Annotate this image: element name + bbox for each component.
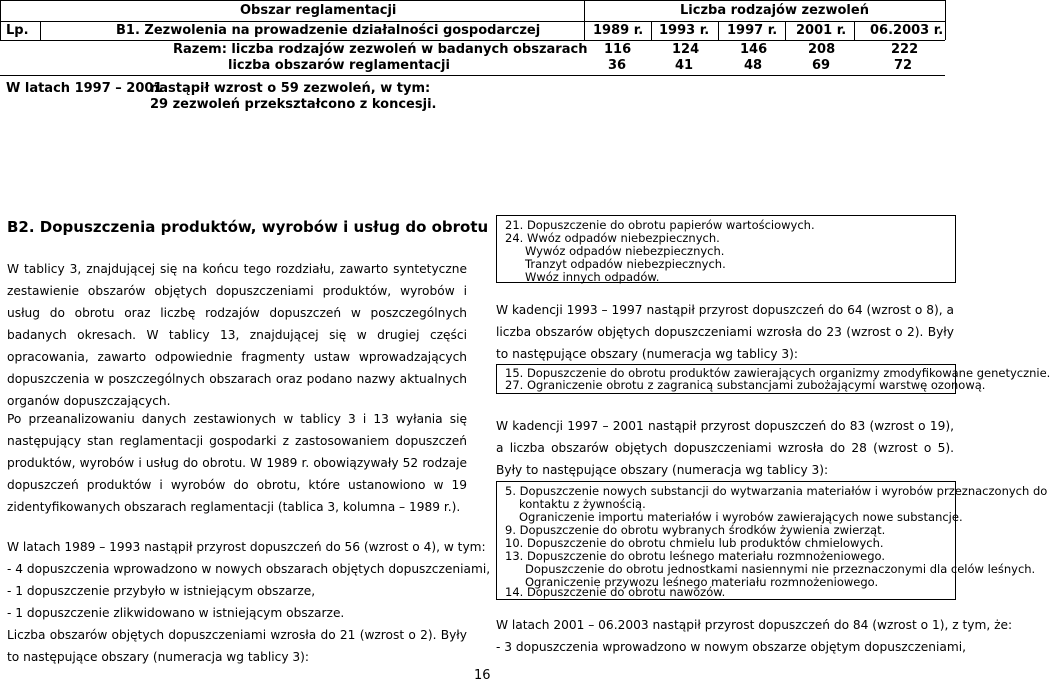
- sum-value: 124: [672, 42, 700, 57]
- note-line-2: 29 zezwoleń przekształcono z koncesji.: [150, 97, 437, 112]
- list-item: 14. Dopuszczenie do obrotu nawozów.: [505, 585, 726, 599]
- sum-value: 146: [740, 42, 768, 57]
- area-count: 69: [812, 58, 831, 73]
- list-item: Dopuszczenie do obrotu jednostkami nasiennymi nie przeznaczonymi dla celów leśnych.: [525, 562, 1036, 576]
- area-count: 36: [608, 58, 627, 73]
- list-item: 10. Dopuszczenie do obrotu chmielu lub produktów chmielowych.: [505, 536, 884, 550]
- col-section: B1. Zezwolenia na prowadzenie działalności gospodarczej: [116, 23, 541, 38]
- left-paragraph-4: Liczba obszarów objętych dopuszczeniami wzrosła do 21 (wzrost o 2). Były to następujące obszary (numeracja wg tablicy 3):: [7, 628, 467, 664]
- areas-box-1997: [496, 364, 1050, 394]
- right-paragraph-1: W kadencji 1993 – 1997 nastąpił przyrost dopuszczeń do 64 (wzrost o 8), a liczba obszarów objętych dopuszczeniami wzrosła do 23 (wzrost o 2). Były to następujące obszary (numeracja wg tablicy 3):: [496, 303, 954, 361]
- list-item: kontaktu z żywnością.: [519, 497, 646, 511]
- right-paragraph-3: W latach 2001 – 06.2003 nastąpił przyrost dopuszczeń do 84 (wzrost o 1), z tym, że:: [496, 618, 1013, 632]
- sum-value: 222: [891, 42, 919, 57]
- list-item: Wywóz odpadów niebezpiecznych.: [525, 244, 725, 258]
- list-item: 24. Wwóz odpadów niebezpiecznych.: [505, 231, 720, 245]
- list-item: Tranzyt odpadów niebezpiecznych.: [525, 257, 726, 271]
- col-year-1993: 1993 r.: [659, 23, 710, 38]
- left-paragraph-2: Po przeanalizowaniu danych zestawionych w tablicy 3 i 13 wyłania się następujący stan reglamentacji gospodarki z zastosowaniem dopuszczeń produktów, wyrobów i usług do obrotu. W 1989 r. obowiązywały 52 rodzaje dopuszczeń produktów i wyrobów do obrotu, które ustanowiono w 19 zidentyfikowanych obszarach reglamentacji (tablica 3, kolumna – 1989 r.).: [7, 412, 467, 514]
- left-paragraph-3: W latach 1989 – 1993 nastąpił przyrost dopuszczeń do 56 (wzrost o 4), w tym:: [7, 540, 486, 554]
- note-period: W latach 1997 – 2001: [6, 81, 163, 96]
- area-count: 72: [894, 58, 913, 73]
- list-item: 21. Dopuszczenie do obrotu papierów wartościowych.: [505, 218, 815, 232]
- list-item: - 3 dopuszczenia wprowadzono w nowym obszarze objętym dopuszczeniami,: [496, 640, 966, 654]
- left-paragraph-1: W tablicy 3, znajdującej się na końcu tego rozdziału, zawarto syntetyczne zestawienie obszarów objętych dopuszczeniami produktów, wyrobów i usług do obrotu oraz liczbę rodzajów dopuszczeń w poszczególnych badanych okresach. W tablicy 13, znajdującej się w drugiej części opracowania, zawarto odpowiednie fragmenty ustaw wprowadzających dopuszczenia w poszczególnych obszarach oraz podano nazwy aktualnych organów dopuszczających.: [7, 262, 467, 408]
- list-item: 5. Dopuszczenie nowych substancji do wytwarzania materiałów i wyrobów przeznaczonych do: [505, 484, 1048, 498]
- table-group-header: Obszar reglamentacji: [240, 3, 397, 18]
- list-item: Ograniczenie importu materiałów i wyrobów zawierających nowe substancje.: [519, 510, 963, 524]
- col-year-1989: 1989 r.: [593, 23, 644, 38]
- area-count: 41: [675, 58, 694, 73]
- sum-value: 208: [808, 42, 836, 57]
- list-item: 9. Dopuszczenie do obrotu wybranych środków żywienia zwierząt.: [505, 523, 886, 537]
- sum-label-2: liczba obszarów reglamentacji: [228, 58, 450, 73]
- areas-box-1993: [496, 215, 956, 283]
- list-item: 13. Dopuszczenie do obrotu leśnego materiału rozmnożeniowego.: [505, 549, 885, 563]
- areas-box-2001: [496, 481, 1048, 600]
- right-paragraph-2: W kadencji 1997 – 2001 nastąpił przyrost dopuszczeń do 83 (wzrost o 19), a liczba obszarów objętych dopuszczeniami wzrosła do 28 (wzrost o 5). Były to następujące obszary (numeracja wg tablicy 3):: [496, 419, 954, 477]
- page-number: 16: [474, 668, 491, 683]
- col-year-2001: 2001 r.: [796, 23, 847, 38]
- sum-label-1: Razem: liczba rodzajów zezwoleń w badanych obszarach: [173, 42, 588, 57]
- table-group-header-right: Liczba rodzajów zezwoleń: [680, 3, 869, 18]
- section-heading: B2. Dopuszczenia produktów, wyrobów i usług do obrotu: [7, 218, 489, 236]
- area-count: 48: [744, 58, 763, 73]
- list-item: - 4 dopuszczenia wprowadzono w nowych obszarach objętych dopuszczeniami,: [7, 562, 491, 576]
- list-item: 27. Ograniczenie obrotu z zagranicą substancjami zubożającymi warstwę ozonową.: [505, 378, 986, 392]
- list-item: - 1 dopuszczenie zlikwidowano w istniejącym obszarze.: [7, 606, 345, 620]
- list-item: - 1 dopuszczenie przybyło w istniejącym obszarze,: [7, 584, 316, 598]
- list-item: Ograniczenie przywozu leśnego materiału rozmnożeniowego.: [525, 575, 879, 589]
- col-lp: Lp.: [6, 23, 29, 38]
- col-year-2003: 06.2003 r.: [870, 23, 944, 38]
- list-item: Wwóz innych odpadów.: [525, 270, 660, 284]
- list-item: 15. Dopuszczenie do obrotu produktów zawierających organizmy zmodyfikowane genetycznie.: [505, 366, 1050, 380]
- sum-value: 116: [604, 42, 632, 57]
- note-line-1: nastąpił wzrost o 59 zezwoleń, w tym:: [150, 81, 431, 96]
- col-year-1997: 1997 r.: [727, 23, 778, 38]
